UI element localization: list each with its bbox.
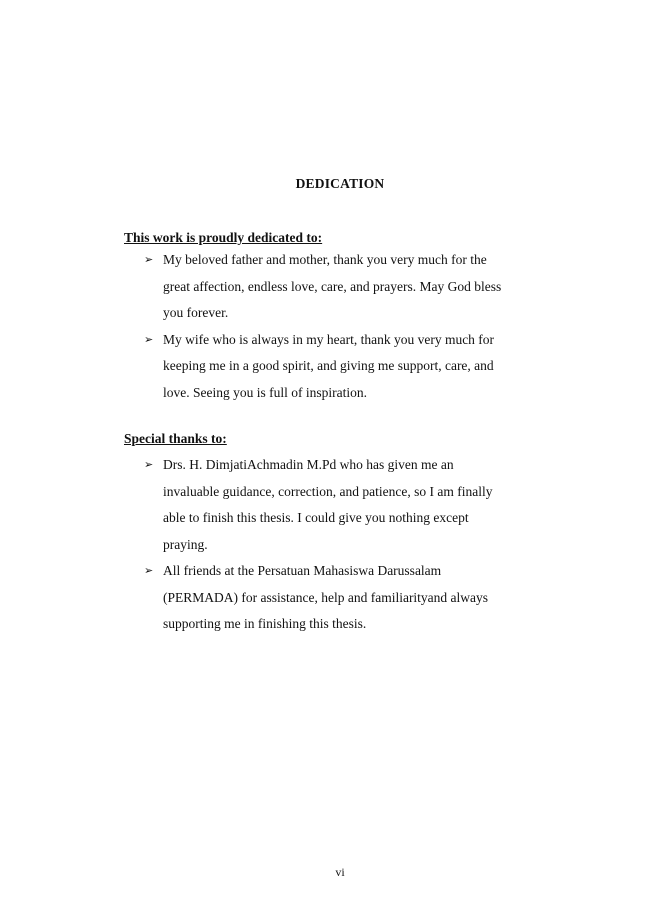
list-item bbox=[124, 558, 564, 638]
list-item-line: (PERMADA) for assistance, help and familiarityand always bbox=[163, 589, 489, 605]
arrowhead-bullet-icon: ➢ bbox=[144, 254, 154, 266]
list-item-line: able to finish this thesis. I could give you nothing except bbox=[163, 510, 469, 525]
thanks-heading: Special thanks to: bbox=[124, 431, 227, 446]
dedication-list bbox=[124, 247, 564, 406]
list-item-line: keeping me in a good spirit, and giving me support, care, and bbox=[163, 358, 494, 373]
list-item-line: My wife who is always in my heart, thank you very much for bbox=[163, 331, 495, 347]
list-item-line: love. Seeing you is full of inspiration. bbox=[163, 384, 367, 400]
list-item-line: supporting me in finishing this thesis. bbox=[163, 616, 367, 631]
dedication-section bbox=[124, 229, 564, 406]
list-item bbox=[124, 247, 564, 327]
list-item-line: invaluable guidance, correction, and patience, so I am finally bbox=[163, 483, 493, 499]
list-item-line: All friends at the Persatuan Mahasiswa Darussalam bbox=[163, 563, 442, 578]
list-item bbox=[124, 452, 564, 558]
list-item-line: praying. bbox=[163, 536, 208, 552]
thanks-list bbox=[124, 452, 564, 638]
page-title: DEDICATION bbox=[295, 176, 385, 191]
arrowhead-bullet-icon: ➢ bbox=[144, 565, 154, 577]
arrowhead-bullet-icon: ➢ bbox=[144, 333, 154, 346]
page-number: vi bbox=[335, 865, 345, 879]
thanks-section bbox=[124, 430, 564, 638]
arrowhead-bullet-icon: ➢ bbox=[144, 459, 154, 471]
list-item-line: Drs. H. DimjatiAchmadin M.Pd who has given me an bbox=[163, 457, 454, 472]
list-item-line: great affection, endless love, care, and prayers. May God bless bbox=[163, 278, 502, 294]
dedication-heading: This work is proudly dedicated to: bbox=[124, 230, 323, 245]
list-item bbox=[124, 327, 564, 407]
list-item-line: My beloved father and mother, thank you very much for the bbox=[163, 252, 487, 267]
list-item-line: you forever. bbox=[163, 305, 229, 320]
